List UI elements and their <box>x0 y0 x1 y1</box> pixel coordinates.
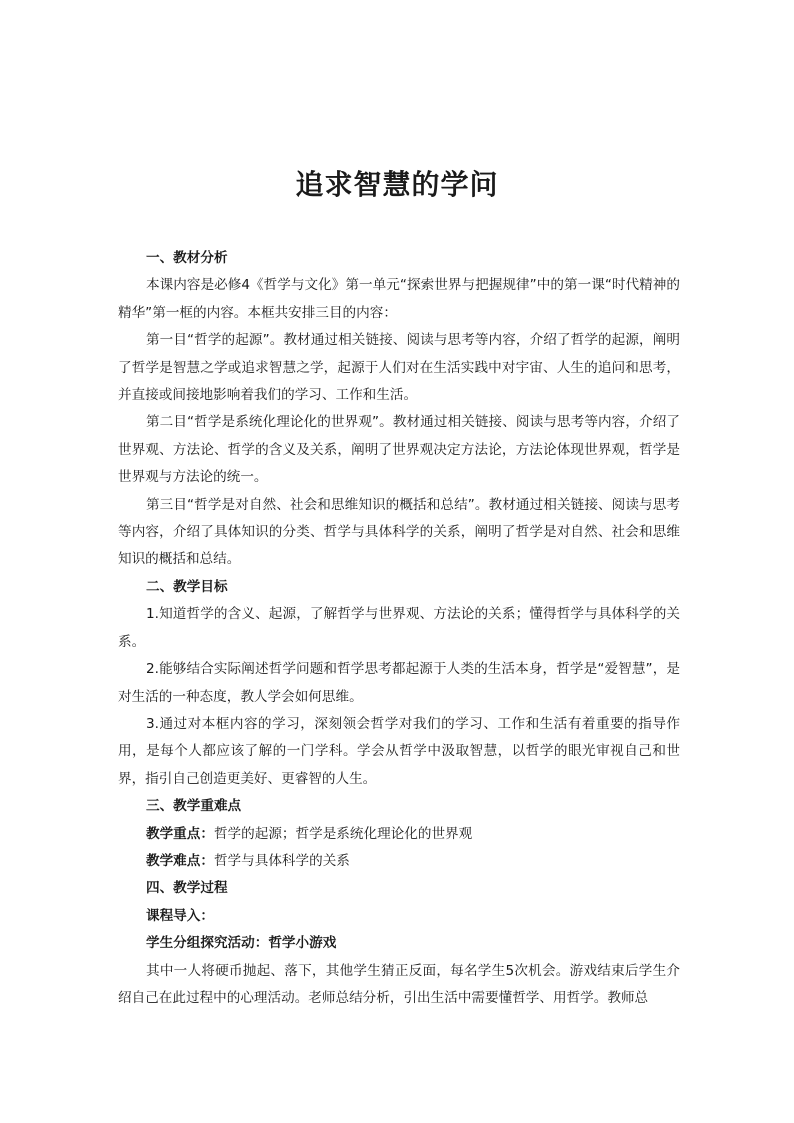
key-point-line <box>118 821 680 848</box>
section-heading-key-points: 三、教学重难点 <box>146 798 242 815</box>
subheading-course-intro: 课程导入： <box>146 907 214 924</box>
paragraph: 3.通过对本框内容的学习，深刻领会哲学对我们的学习、工作和生活有着重要的指导作用，是每个人都应该了解的一门学科。学会从哲学中汲取智慧，以哲学的眼光审视自己和世界，指引自己创造更美好、更睿智的人生。 <box>118 715 680 787</box>
difficulty-label: 教学难点： <box>146 852 214 869</box>
paragraph: 2.能够结合实际阐述哲学问题和哲学思考都起源于人类的生活本身，哲学是“爱智慧”，是对生活的一种态度，教人学会如何思维。 <box>118 661 680 705</box>
difficulty-line <box>118 848 680 875</box>
page-title: 追求智慧的学问 <box>295 168 499 201</box>
subheading-group-activity: 学生分组探究活动：哲学小游戏 <box>146 935 337 952</box>
section-heading-teaching-process: 四、教学过程 <box>146 880 228 897</box>
paragraph: 第三目“哲学是对自然、社会和思维知识的概括和总结”。教材通过相关链接、阅读与思考等内容，介绍了具体知识的分类、哲学与具体科学的关系，阐明了哲学是对自然、社会和思维知识的概括和总结。 <box>118 496 680 568</box>
section-heading-textbook-analysis: 一、教材分析 <box>146 250 228 266</box>
difficulty-text: 哲学与具体科学的关系 <box>213 852 350 869</box>
section-heading-teaching-goals: 二、教学目标 <box>146 578 228 595</box>
key-point-text: 哲学的起源；哲学是系统化理论化的世界观 <box>213 825 473 842</box>
paragraph: 本课内容是必修4《哲学与文化》第一单元“探索世界与把握规律”中的第一课“时代精神的精华”第一框的内容。本框共安排三目的内容： <box>118 277 680 321</box>
paragraph: 第二目“哲学是系统化理论化的世界观”。教材通过相关链接、阅读与思考等内容，介绍了世界观、方法论、哲学的含义及关系，阐明了世界观决定方法论，方法论体现世界观，哲学是世界观与方法论的统一。 <box>118 414 680 486</box>
paragraph: 其中一人将硬币抛起、落下，其他学生猜正反面，每名学生5次机会。游戏结束后学生介绍自己在此过程中的心理活动。老师总结分析，引出生活中需要懂哲学、用哲学。教师总 <box>118 962 680 1006</box>
key-point-label: 教学重点： <box>146 825 214 842</box>
paragraph: 1.知道哲学的含义、起源，了解哲学与世界观、方法论的关系；懂得哲学与具体科学的关系。 <box>118 606 680 650</box>
paragraph: 第一目“哲学的起源”。教材通过相关链接、阅读与思考等内容，介绍了哲学的起源，阐明了哲学是智慧之学或追求智慧之学，起源于人们对在生活实践中对宇宙、人生的追问和思考，并直接或间接地影响着我们的学习、工作和生活。 <box>118 332 680 404</box>
document-body <box>118 245 680 1012</box>
